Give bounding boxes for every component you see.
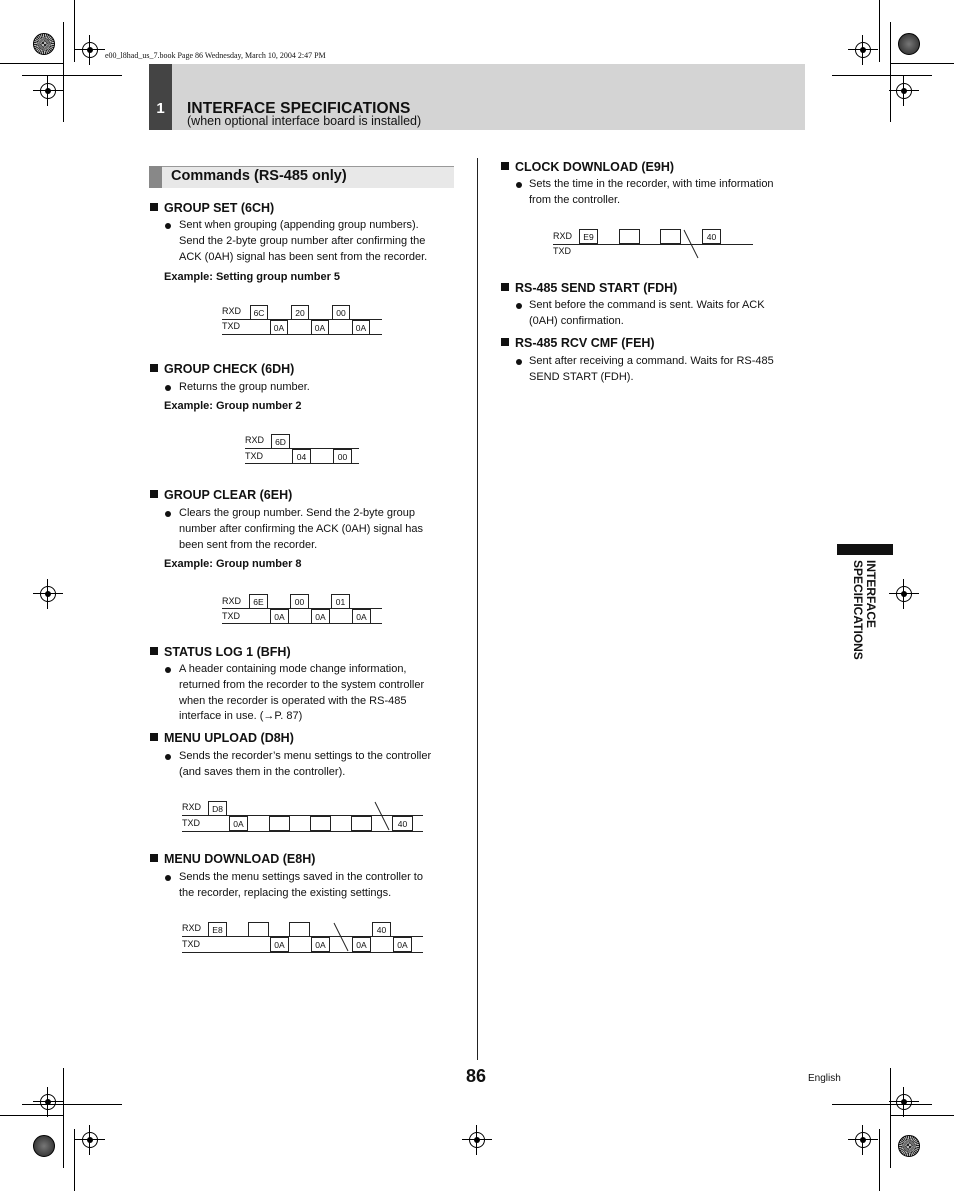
txd-byte-box: 04 (292, 449, 311, 464)
registration-target-icon (82, 1132, 98, 1148)
rxd-byte-box: 40 (372, 922, 391, 937)
txd-label: TXD (182, 818, 200, 828)
txd-byte-box: 0A (270, 937, 289, 952)
rxd-label: RXD (182, 802, 202, 812)
txd-byte-box: 0A (352, 320, 370, 335)
side-tab-line: INTERFACE (864, 560, 878, 629)
heading-text: RS-485 SEND START (FDH) (515, 281, 678, 295)
square-bullet-icon (150, 854, 158, 862)
square-bullet-icon (501, 162, 509, 170)
language-label: English (808, 1073, 841, 1084)
txd-byte-box: 0A (311, 937, 330, 952)
rxd-byte-box: D8 (208, 801, 227, 816)
rxd-label: RXD (245, 435, 265, 445)
txd-byte-box: 0A (352, 609, 371, 624)
txd-byte-box: 0A (352, 937, 371, 952)
chapter-number: 1 (156, 100, 165, 117)
txd-label: TXD (182, 939, 200, 949)
txd-byte-box: 0A (311, 609, 330, 624)
rxd-byte-box: 00 (332, 305, 350, 320)
heading-text: RS-485 RCV CMF (FEH) (515, 336, 655, 350)
section-title: Commands (RS-485 only) (171, 168, 347, 184)
page-number: 86 (466, 1066, 487, 1086)
rxd-byte-box: 01 (331, 594, 350, 609)
rxd-byte-box: 6C (250, 305, 268, 320)
text-line: A header containing mode change information, (179, 663, 407, 675)
txd-byte-box (310, 816, 331, 831)
rxd-label: RXD (222, 596, 242, 606)
group-clear-example: Example: Group number 8 (164, 558, 302, 570)
txd-byte-box: 0A (270, 320, 288, 335)
rxd-byte-box: 6E (249, 594, 268, 609)
text-line: (0AH) confirmation. (529, 314, 624, 327)
text-line: from the controller. (529, 193, 621, 206)
bullet-icon (165, 754, 171, 760)
rcv-cmf-description (529, 354, 774, 386)
clock-download-heading (501, 160, 674, 174)
bullet-icon (165, 511, 171, 517)
registration-target-icon (469, 1132, 485, 1148)
group-check-heading (150, 362, 294, 376)
heading-text: STATUS LOG 1 (BFH) (164, 645, 291, 659)
group-clear-heading (150, 488, 292, 502)
square-bullet-icon (150, 364, 158, 372)
rxd-byte-box: E9 (579, 229, 598, 244)
square-bullet-icon (150, 647, 158, 655)
color-rosette-icon (898, 33, 920, 55)
text-line: Sent after receiving a command. Waits for RS-485 (529, 355, 774, 367)
square-bullet-icon (150, 490, 158, 498)
registration-target-icon (40, 586, 56, 602)
sequence-break-icon (372, 800, 392, 832)
group-set-heading (150, 201, 274, 215)
registration-target-icon (896, 83, 912, 99)
txd-label: TXD (222, 611, 240, 621)
square-bullet-icon (501, 283, 509, 291)
heading-text: CLOCK DOWNLOAD (E9H) (515, 160, 675, 174)
group-set-description (179, 218, 427, 265)
rxd-byte-box (619, 229, 640, 244)
color-rosette-icon (898, 1135, 920, 1157)
menu-download-description (179, 870, 423, 902)
registration-target-icon (855, 42, 871, 58)
text-line: Send the 2-byte group number after confirming the (179, 234, 426, 247)
text-line: Returns the group number. (179, 381, 310, 393)
rxd-byte-box: 00 (290, 594, 309, 609)
rxd-byte-box (289, 922, 310, 937)
rxd-label: RXD (182, 923, 202, 933)
section-bar (149, 166, 162, 188)
bullet-icon (165, 385, 171, 391)
bullet-icon (516, 303, 522, 309)
menu-upload-heading (150, 731, 294, 745)
rxd-byte-box: E8 (208, 922, 227, 937)
text-line: when the recorder is operated with the RS-485 (179, 694, 407, 707)
heading-text: GROUP SET (6CH) (164, 201, 275, 215)
send-start-heading (501, 281, 677, 295)
bullet-icon (516, 359, 522, 365)
side-tab-line: SPECIFICATIONS (851, 560, 865, 660)
text-line: returned from the recorder to the system controller (179, 678, 425, 691)
bullet-icon (165, 223, 171, 229)
text-line: been sent from the recorder. (179, 538, 318, 551)
txd-label: TXD (553, 246, 571, 256)
txd-byte-box: 0A (393, 937, 412, 952)
registration-target-icon (40, 1094, 56, 1110)
registration-target-icon (82, 42, 98, 58)
txd-byte-box (351, 816, 372, 831)
registration-target-icon (896, 1094, 912, 1110)
group-set-example: Example: Setting group number 5 (164, 271, 341, 283)
group-clear-description (179, 506, 423, 553)
menu-download-heading (150, 852, 315, 866)
column-divider (477, 158, 478, 1060)
text-line: Sets the time in the recorder, with time information (529, 178, 774, 190)
text-line: number after confirming the ACK (0AH) signal has (179, 522, 423, 535)
group-check-example: Example: Group number 2 (164, 400, 302, 412)
color-rosette-icon (33, 1135, 55, 1157)
registration-target-icon (855, 1132, 871, 1148)
side-tab-label (851, 560, 877, 660)
text-line: (and saves them in the controller). (179, 765, 346, 778)
rxd-label: RXD (222, 306, 242, 316)
clock-download-description (529, 177, 774, 209)
print-info: e00_l8had_us_7.book Page 86 Wednesday, March 10, 2004 2:47 PM (105, 51, 326, 60)
txd-byte-box: 40 (392, 816, 413, 831)
heading-text: MENU UPLOAD (D8H) (164, 731, 294, 745)
color-rosette-icon (33, 33, 55, 55)
bullet-icon (165, 875, 171, 881)
heading-text: GROUP CHECK (6DH) (164, 362, 295, 376)
square-bullet-icon (150, 203, 158, 211)
bullet-icon (516, 182, 522, 188)
registration-target-icon (896, 586, 912, 602)
text-line: Sends the recorder’s menu settings to the controller (179, 750, 432, 762)
text-line: Sent when grouping (appending group numbers). (179, 219, 419, 231)
rxd-byte-box: 6D (271, 434, 290, 449)
txd-byte-box: 00 (333, 449, 352, 464)
text-line: ACK (0AH) signal has been sent from the recorder. (179, 250, 428, 263)
text-line: SEND START (FDH). (529, 370, 634, 383)
rxd-byte-box: 40 (702, 229, 721, 244)
sequence-break-icon (681, 228, 701, 260)
heading-text: MENU DOWNLOAD (E8H) (164, 852, 316, 866)
txd-byte-box (269, 816, 290, 831)
send-start-description (529, 298, 765, 330)
chapter-box (149, 64, 172, 130)
heading-text: GROUP CLEAR (6EH) (164, 488, 293, 502)
text-line: the recorder, replacing the existing settings. (179, 886, 392, 899)
txd-byte-box: 0A (311, 320, 329, 335)
chapter-subtitle: (when optional interface board is installed) (187, 114, 422, 128)
group-check-description (179, 380, 310, 396)
txd-label: TXD (245, 451, 263, 461)
rxd-byte-box (660, 229, 681, 244)
chapter-title: INTERFACE SPECIFICATIONS (187, 100, 411, 117)
text-line: Clears the group number. Send the 2-byte group (179, 507, 416, 519)
status-log-heading (150, 645, 291, 659)
rxd-byte-box: 20 (291, 305, 309, 320)
sequence-break-icon (331, 921, 351, 953)
text-line: interface in use. (→P. 87) (179, 710, 303, 723)
rxd-label: RXD (553, 231, 573, 241)
txd-label: TXD (222, 321, 240, 331)
side-tab-marker (837, 544, 893, 555)
menu-upload-description (179, 749, 431, 781)
txd-byte-box: 0A (270, 609, 289, 624)
square-bullet-icon (501, 338, 509, 346)
status-log-description (179, 662, 424, 725)
rxd-byte-box (248, 922, 269, 937)
txd-byte-box: 0A (229, 816, 248, 831)
rcv-cmf-heading (501, 336, 655, 350)
text-line: Sent before the command is sent. Waits for ACK (529, 299, 765, 311)
bullet-icon (165, 667, 171, 673)
registration-target-icon (40, 83, 56, 99)
square-bullet-icon (150, 733, 158, 741)
text-line: Sends the menu settings saved in the controller to (179, 871, 423, 883)
